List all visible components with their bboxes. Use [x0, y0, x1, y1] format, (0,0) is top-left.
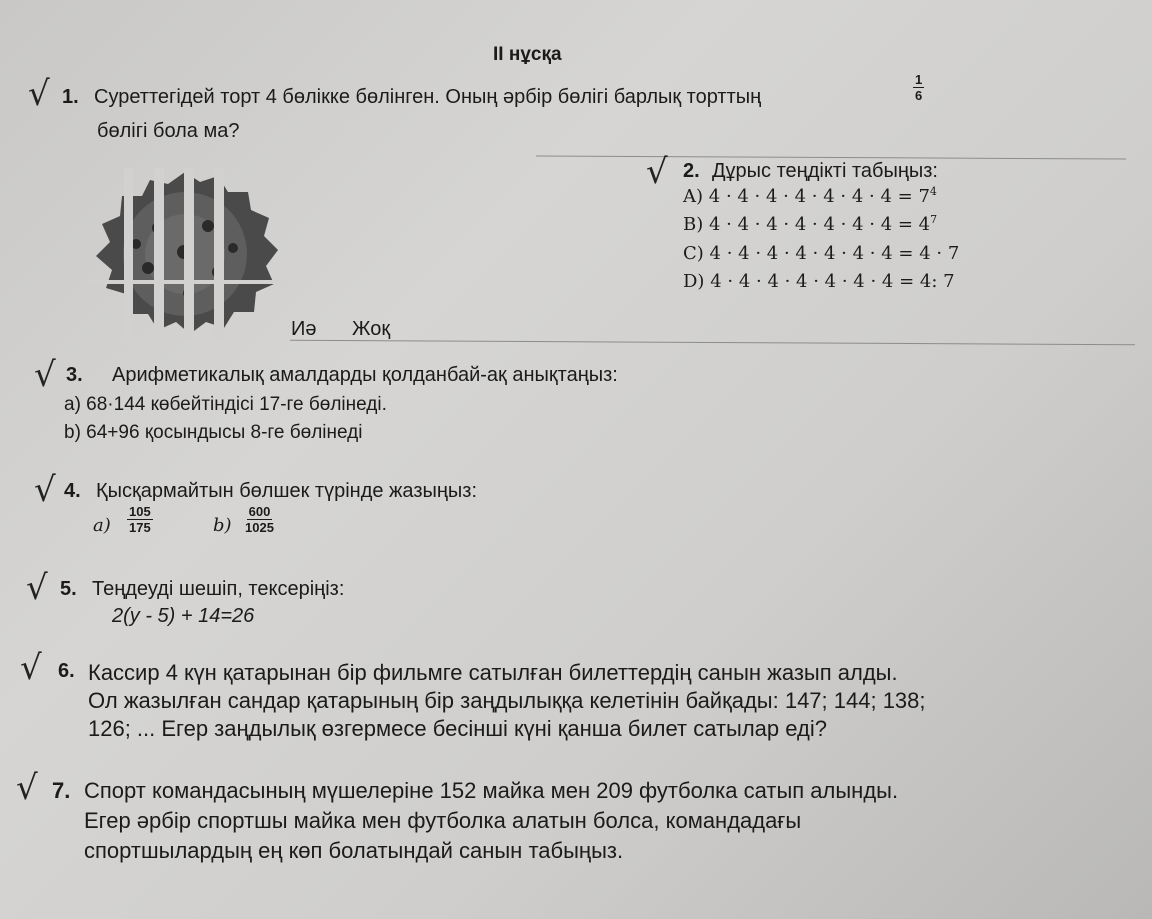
q2-option-c	[683, 244, 959, 265]
q4-b-fraction	[243, 504, 276, 535]
q4-a-num: 105	[129, 504, 151, 519]
q1-text-line2: бөлігі бола ма?	[97, 120, 240, 142]
q6-line3: 126; ... Егер заңдылық өзгермесе бесінші күні қанша билет сатылар еді?	[88, 716, 827, 741]
q4-text: Қысқармайтын бөлшек түрінде жазыңыз:	[96, 480, 478, 502]
check-mark-icon: √	[28, 74, 50, 114]
q5-text: Теңдеуді шешіп, тексеріңіз:	[92, 578, 345, 600]
q1-fraction-num: 1	[915, 72, 923, 87]
check-mark-icon: √	[20, 648, 42, 688]
q2-option-expr: 4 · 4 · 4 · 4 · 4 · 4 · 4 = 7	[708, 186, 930, 207]
q5-equation: 2(y - 5) + 14=26	[112, 605, 255, 627]
q4-a-den: 175	[129, 520, 151, 535]
divider-line	[290, 340, 1135, 345]
q3-part-b: b) 64+96 қосындысы 8-ге бөлінеді	[64, 422, 363, 443]
q4-a-fraction	[127, 504, 153, 535]
q2-option-letter: A)	[683, 186, 704, 207]
q4-b-den: 1025	[245, 520, 274, 535]
q7-number: 7.	[52, 778, 71, 803]
variant-title: ІІ нұсқа	[493, 44, 562, 65]
q7-line1: Спорт командасының мүшелеріне 152 майка мен 209 футболка сатып алынды.	[84, 778, 899, 803]
q2-option-d	[683, 272, 955, 293]
check-mark-icon: √	[646, 152, 668, 192]
q2-option-expr: 4 · 4 · 4 · 4 · 4 · 4 · 4 = 4 · 7	[709, 243, 960, 264]
q7-line2: Егер әрбір спортшы майка мен футболка алатын болса, командадағы	[84, 808, 802, 833]
check-mark-icon: √	[34, 470, 56, 510]
q2-option-sup: 7	[930, 213, 938, 226]
q4-a-label: a)	[93, 515, 111, 536]
q2-option-sup: 4	[929, 185, 937, 198]
q1-text-line1: Суреттегідей торт 4 бөлікке бөлінген. Оның әрбір бөлігі барлық торттың	[94, 86, 762, 108]
q2-option-expr: 4 · 4 · 4 · 4 · 4 · 4 · 4 = 4	[708, 214, 931, 235]
q6-line1: Кассир 4 күн қатарынан бір фильмге сатылған билеттердің санын жазып алды.	[88, 660, 898, 685]
q1-answer-yes: Иә	[291, 318, 317, 340]
q2-option-letter: B)	[683, 214, 704, 235]
q1-number: 1.	[62, 86, 79, 108]
check-mark-icon: √	[16, 768, 38, 808]
q1-answer-no: Жоқ	[352, 318, 391, 340]
q1-fraction-den: 6	[915, 88, 923, 103]
q2-number: 2.	[683, 160, 700, 182]
check-mark-icon: √	[34, 355, 56, 395]
q4-b-num: 600	[248, 504, 271, 519]
q6-number: 6.	[58, 660, 75, 682]
q2-option-expr: 4 · 4 · 4 · 4 · 4 · 4 · 4 = 4: 7	[710, 271, 955, 292]
q2-option-letter: D)	[683, 271, 705, 292]
divider-line	[536, 155, 1126, 159]
q7-line3: спортшылардың ең көп болатындай санын табыңыз.	[84, 838, 624, 863]
q2-text: Дұрыс теңдікті табыңыз:	[712, 160, 938, 182]
q3-part-a: a) 68·144 көбейтіндісі 17-ге бөлінеді.	[64, 394, 387, 415]
q2-option-letter: C)	[683, 243, 704, 264]
q3-number: 3.	[66, 364, 83, 386]
q4-b-label: b)	[213, 515, 232, 536]
q2-option-a	[683, 186, 937, 208]
q1-fraction	[913, 72, 924, 103]
q6-line2: Ол жазылған сандар қатарының бір заңдылыққа келетінін байқады: 147; 144; 138;	[88, 688, 926, 713]
cake-image	[88, 168, 283, 340]
q2-option-b	[683, 214, 937, 236]
check-mark-icon: √	[26, 568, 48, 608]
q5-number: 5.	[60, 578, 77, 600]
q4-number: 4.	[64, 480, 81, 502]
q3-text: Арифметикалық амалдарды қолданбай-ақ анықтаңыз:	[112, 364, 618, 386]
